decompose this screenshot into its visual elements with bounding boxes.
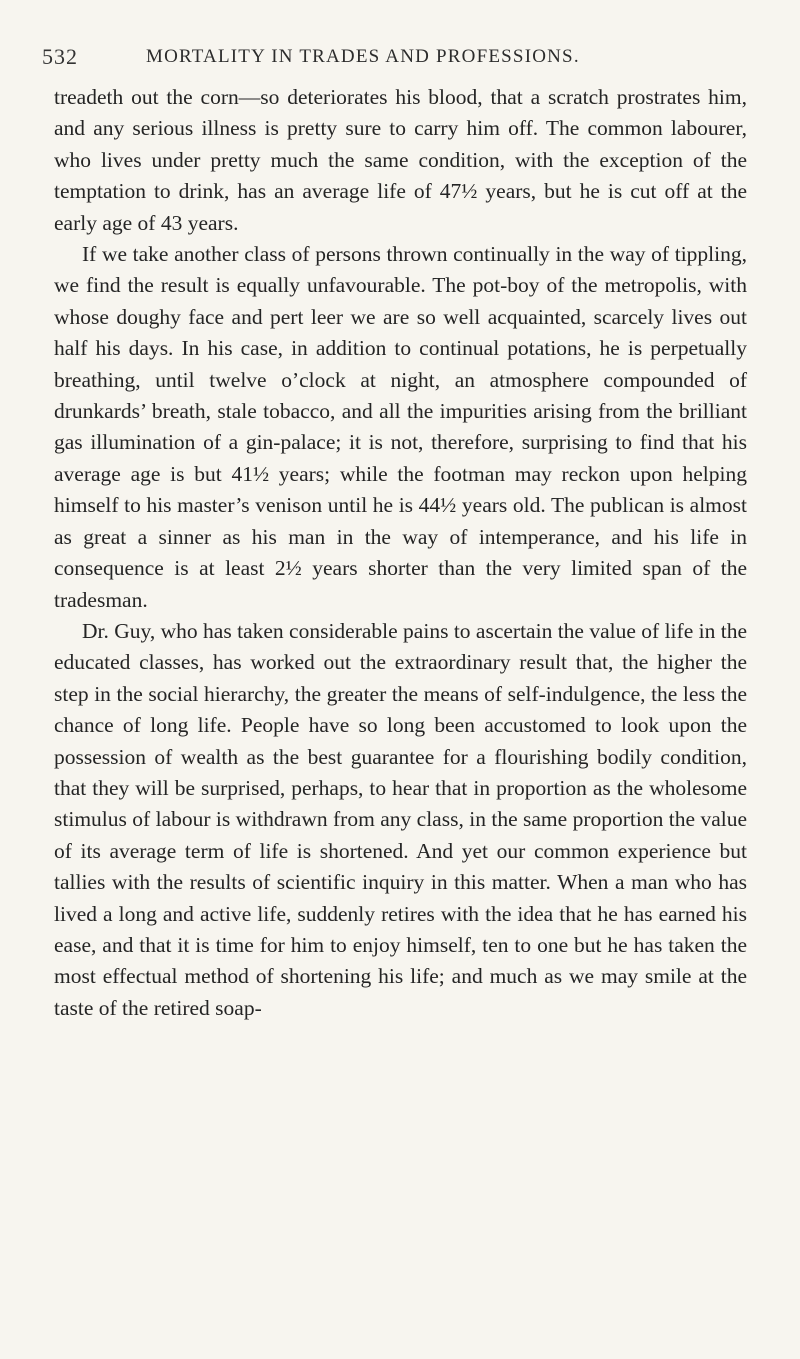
paragraph-3: Dr. Guy, who has taken considerable pains to ascertain the value of life in the educated classes, has worked out the extraordinary result that, the higher the step in the social hierarchy, the greater the means of self-indulgence, the less the chance of long life. People have so long been accustomed to look upon the possession of wealth as the best guarantee for a flourishing bodily condition, that they will be surprised, perhaps, to hear that in proportion as the wholesome stimulus of labour is withdrawn from any class, in the same proportion the value of its average term of life is shortened. And yet our common experience but tallies with the results of scientific inquiry in this matter. When a man who has lived a long and active life, suddenly retires with the idea that he has earned his ease, and that it is time for him to enjoy himself, ten to one but he has taken the most effectual method of shortening his life; and much as we may smile at the taste of the retired soap- [54, 618, 747, 1020]
page-header [42, 0, 747, 80]
paragraph-2: If we take another class of persons thrown continually in the way of tippling, we find the result is equally unfavourable. The pot-boy of the metropolis, with whose doughy face and pert leer we are so well acquainted, scarcely lives out half his days. In his case, in addition to continual potations, he is perpetually breathing, until twelve o’clock at night, an atmosphere compounded of drunkards’ breath, stale tobacco, and all the impurities arising from the brilliant gas illumination of a gin-palace; it is not, therefore, surprising to find that his average age is but 41½ years; while the footman may reckon upon helping himself to his master’s venison until he is 44½ years old. The publican is almost as great a sinner as his man in the way of intemperance, and his life in consequence is at least 2½ years shorter than the very limited span of the tradesman. [54, 242, 747, 612]
page-number: 532 [42, 44, 78, 69]
page-body [54, 82, 747, 1024]
paragraph-1: treadeth out the corn—so deteriorates his blood, that a scratch prostrates him, and any serious illness is pretty sure to carry him off. The common labourer, who lives under pretty much the same condition, with the exception of the temptation to drink, has an average life of 47½ years, but he is cut off at the early age of 43 years. [54, 85, 747, 235]
running-head: MORTALITY IN TRADES AND PROFESSIONS. [146, 46, 580, 67]
book-page [42, 0, 747, 1020]
